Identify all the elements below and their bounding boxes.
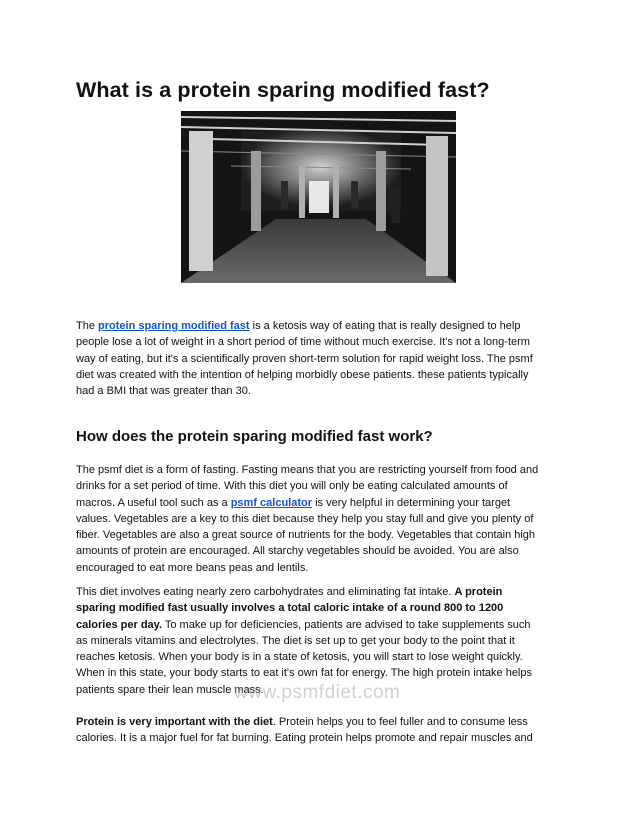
paragraph-text: When in this state, your body starts to eat it's own fat for energy. The high protein intake helps — [76, 667, 532, 680]
bold-text: calories per day. — [76, 618, 163, 631]
paragraph-text: drinks for a set period of time. With this diet you will only be eating calculated amounts of — [76, 480, 508, 493]
watermark: www.psmfdiet.com — [234, 682, 401, 703]
paragraph-text: values. Vegetables are a key to this diet because they help you stay full and give you plenty of — [76, 512, 534, 525]
paragraph-text: macros. A useful tool such as a — [76, 496, 231, 509]
psmf-calculator-link[interactable]: psmf calculator — [230, 496, 313, 509]
paragraph-text: patients spare their lean muscle mass. — [76, 683, 264, 696]
diet-details-paragraph — [76, 584, 566, 698]
bold-text: A protein — [454, 586, 503, 598]
how-it-works-paragraph — [76, 462, 566, 576]
paragraph-text: fiber. Vegetables are also a great source of nutrients for the body. Vegetables that contain high — [76, 529, 536, 542]
paragraph-text: encouraged to eat more beans peas and lentils. — [76, 561, 309, 574]
intro-text: diet was created with the intention of helping morbidly obese patients. these patients typically — [76, 368, 529, 381]
paragraph-text: is very helpful in determining your target — [312, 496, 511, 509]
paragraph-text: amounts of protein are encouraged. All starchy vegetables should be avoided. You are also — [76, 545, 519, 558]
dark-gym-photo — [181, 111, 456, 283]
protein-importance-paragraph — [76, 714, 566, 747]
paragraph-text: . Protein helps you to feel fuller and to consume less — [272, 716, 528, 728]
bold-text: sparing modified fast usually involves a total caloric intake of a round 800 to 1200 — [76, 602, 504, 615]
protein-sparing-modified-fast-link[interactable]: protein sparing modified fast — [98, 320, 250, 332]
intro-text: is a ketosis way of eating that is really designed to help — [249, 320, 521, 332]
paragraph-text: calories. It is a major fuel for fat burning. Eating protein helps promote and repair muscles and — [76, 732, 533, 745]
intro-text: The — [76, 320, 99, 332]
paragraph-text: The psmf diet is a form of fasting. Fasting means that you are restricting yourself from food and — [76, 464, 539, 476]
intro-paragraph — [76, 318, 566, 399]
bold-text: Protein is very important with the diet — [76, 716, 273, 728]
intro-text: had a BMI that was greater than 30. — [76, 385, 251, 398]
page-title: What is a protein sparing modified fast? — [76, 78, 490, 102]
intro-text: way of eating, but it's a scientifically proven short-term solution for rapid weight loss. The psmf — [76, 352, 533, 365]
paragraph-text: To make up for deficiencies, patients are advised to take supplements such — [162, 618, 531, 631]
paragraph-text: This diet involves eating nearly zero carbohydrates and eliminating fat intake. — [76, 586, 455, 598]
intro-text: people lose a lot of weight in a short period of time without much exercise. It's not a long-term — [76, 336, 530, 349]
section-heading: How does the protein sparing modified fast work? — [76, 428, 433, 445]
paragraph-text: reaches ketosis. When your body is in a state of ketosis, you will start to lose weight quickly. — [76, 651, 523, 664]
paragraph-text: as minerals vitamins and electrolytes. The diet is set up to get your body to the point that it — [76, 634, 515, 647]
